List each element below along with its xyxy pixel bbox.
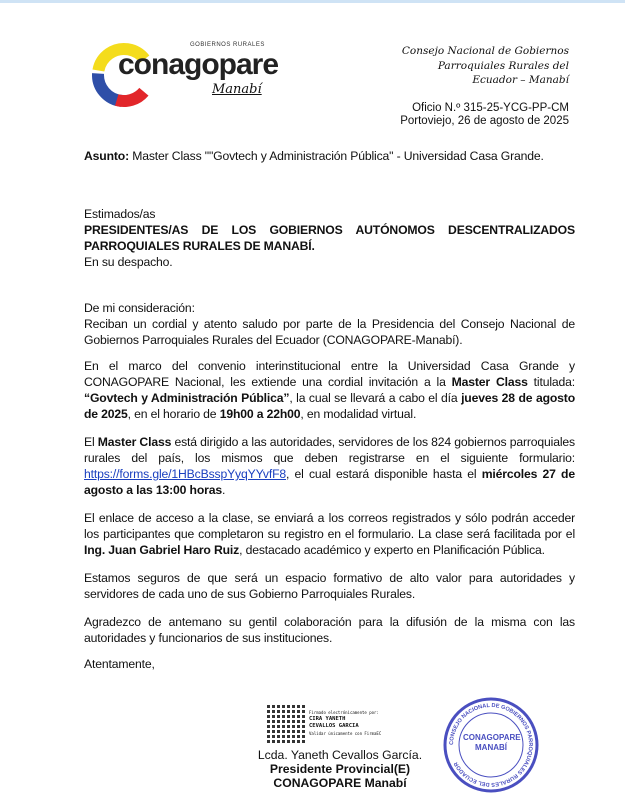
paragraph-access: El enlace de acceso a la clase, se enviará a los correos registrados y sólo podrán acceder los participantes que completaron su registro en el formulario. La clase será facilitada por el Ing. Juan Gabriel Haro Ruiz, destacado académico y experto en Planificación Pública. xyxy=(84,511,575,557)
signatory: Lcda. Yaneth Cevallos García. Presidente Provincial(E) CONAGOPARE Manabí xyxy=(257,748,423,790)
qr-code xyxy=(267,703,307,743)
paragraph-registration: El Master Class está dirigido a las autoridades, servidores de los 824 gobiernos parroquiales rurales del país, los mismos que deben registrarse en el siguiente formulario: https://forms.gle/1HBcBsspYyqYYvfF8, el cual estará disponible hasta el miércoles 27 de agosto a las 13:00 horas. xyxy=(84,435,575,497)
logo-wordmark: conagopare xyxy=(118,48,279,81)
subject-line: Asunto: Master Class ""Govtech y Administración Pública" - Universidad Casa Grande. xyxy=(84,149,544,163)
logo-tagline: GOBIERNOS RURALES xyxy=(190,42,265,48)
registration-form-link[interactable]: https://forms.gle/1HBcBsspYyqYYvfF8 xyxy=(84,467,287,481)
logo-manabi: Manabí xyxy=(212,82,262,97)
document-reference: Oficio N.º 315-25-YCG-PP-CM Portoviejo, 26 de agosto de 2025 xyxy=(400,102,569,127)
stamp-ring-text: CONSEJO NACIONAL DE GOBIERNOS PARROQUIALES RURALES DEL ECUADOR xyxy=(448,702,534,788)
organization-header: Consejo Nacional de Gobiernos Parroquiales Rurales del Ecuador – Manabí xyxy=(401,45,569,86)
greeting: Estimados/as PRESIDENTES/AS DE LOS GOBIERNOS AUTÓNOMOS DESCENTRALIZADOS PARROQUIALES RURALES DE MANABÍ. En su despacho. xyxy=(84,207,575,269)
paragraph-value: Estamos seguros de que será un espacio formativo de alto valor para autoridades y servidores de cada uno de sus Gobierno Parroquiales Rurales. xyxy=(84,571,575,601)
closing: Atentamente, xyxy=(84,657,155,671)
paragraph-thanks: Agradezco de antemano su gentil colaboración para la difusión de la misma con las autoridades y funcionarios de sus instituciones. xyxy=(84,615,575,645)
paragraph-invitation: En el marco del convenio interinstitucional entre la Universidad Casa Grande y CONAGOPARE Nacional, les extiende una cordial invitación a la Master Class titulada: “Govtech y Administración Pública”, la cual se llevará a cabo el día jueves 28 de agosto de 2025, en el horario de 19h00 a 22h00, en modalidad virtual. xyxy=(84,359,575,421)
conagopare-logo xyxy=(92,40,279,110)
e-signature-caption: Firmado electrónicamente por: CIRA YANETH CEVALLOS GARCIA Validar únicamente con FirmaEC xyxy=(309,710,382,736)
letter-body xyxy=(84,148,575,672)
paragraph-intro: De mi consideración: Reciban un cordial y atento saludo por parte de la Presidencia del Consejo Nacional de Gobiernos Parroquiales Rurales del Ecuador (CONAGOPARE-Manabí). xyxy=(84,301,575,347)
top-border xyxy=(0,0,625,3)
official-stamp: CONSEJO NACIONAL DE GOBIERNOS PARROQUIALES RURALES DEL ECUADOR CONAGOPARE MANABÍ xyxy=(443,697,539,791)
